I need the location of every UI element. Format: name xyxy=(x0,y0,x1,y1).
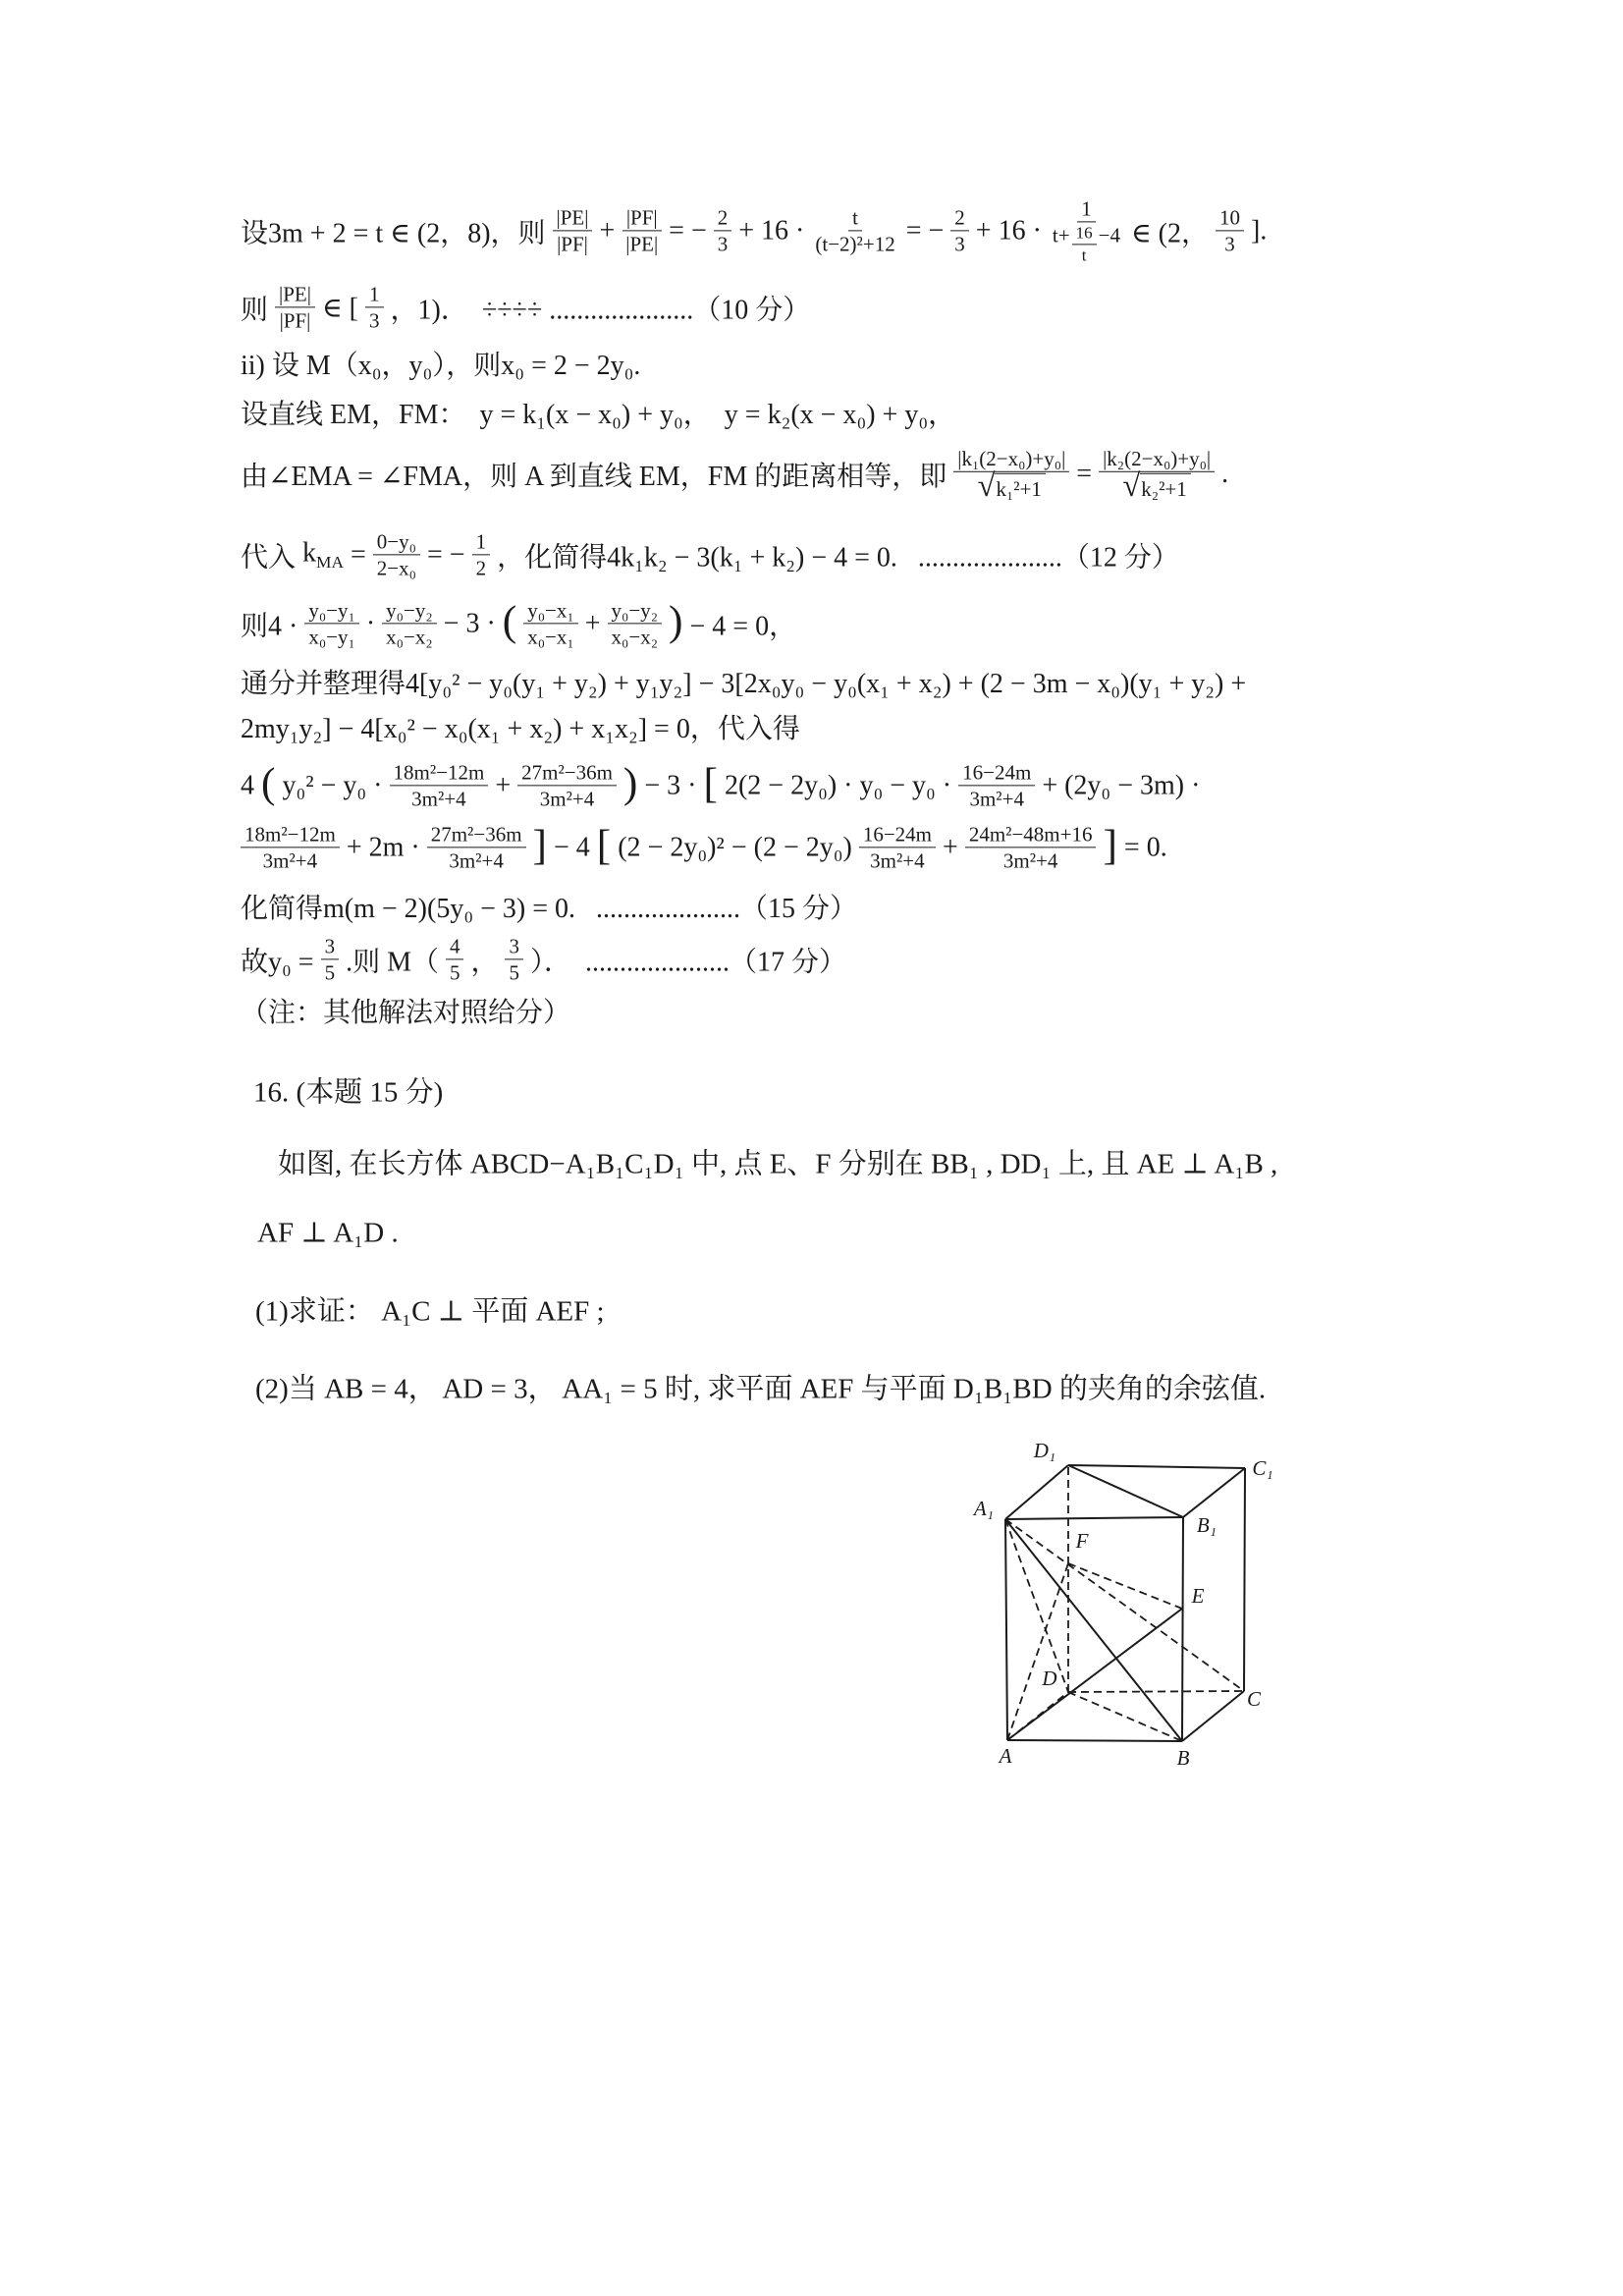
denominator: 3m²+4 xyxy=(539,787,595,811)
diagonal-A1D xyxy=(1005,1519,1068,1692)
radicand: k₁²+1 xyxy=(995,473,1045,501)
math-text: .....................（10 分） xyxy=(549,295,811,325)
problem-16-heading: 16. (本题 15 分) xyxy=(253,1076,444,1109)
segment-FE xyxy=(1068,1563,1182,1609)
denominator: 3m²+4 xyxy=(411,787,466,811)
fraction xyxy=(390,760,489,810)
numerator: |PF| xyxy=(622,205,662,231)
denominator xyxy=(1049,223,1124,265)
vertex-label-D1: D₁ xyxy=(1033,1439,1056,1462)
math-text: ]. xyxy=(1251,214,1268,246)
sqrt-expression xyxy=(1122,467,1190,504)
denominator: 2 xyxy=(475,556,487,580)
vertex-label-E: E xyxy=(1191,1584,1205,1608)
formula-line-12 xyxy=(241,887,857,926)
math-bracket: ] xyxy=(1103,821,1117,869)
vertex-label-C: C xyxy=(1246,1687,1262,1711)
diagonal-DB xyxy=(1068,1692,1182,1741)
formula-line-13 xyxy=(241,934,846,984)
vertex-label-D: D xyxy=(1042,1667,1057,1690)
denominator: 5 xyxy=(324,960,336,985)
math-text: .则 M（ xyxy=(346,947,439,977)
denominator: 3m²+4 xyxy=(870,848,925,873)
denominator xyxy=(974,467,1050,504)
denominator: x₀−y₁ xyxy=(308,625,355,649)
math-text: 2(2 − 2y₀) · y₀ − y₀ · xyxy=(724,770,952,800)
fraction xyxy=(1049,196,1124,264)
math-text: 由∠EMA = ∠FMA，则 A 到直线 EM，FM 的距离相等，即 xyxy=(241,461,947,492)
math-text: −4 xyxy=(1098,223,1120,247)
diagonal-D1B1 xyxy=(1068,1465,1183,1517)
denominator: t xyxy=(1081,246,1087,265)
math-text: ， xyxy=(470,947,499,977)
math-bracket: ] xyxy=(532,821,547,869)
numerator: |PE| xyxy=(275,282,315,307)
fraction xyxy=(965,822,1097,872)
math-bracket: ( xyxy=(261,759,276,807)
fraction xyxy=(1099,447,1215,502)
denominator: (t−2)²+12 xyxy=(815,232,895,256)
numerator: 16−24m xyxy=(859,822,936,847)
math-bracket: [ xyxy=(596,821,612,869)
fraction xyxy=(472,529,491,579)
denominator: 3m²+4 xyxy=(449,848,504,873)
math-text: + xyxy=(584,608,601,638)
fraction xyxy=(953,447,1069,502)
fraction xyxy=(523,598,578,648)
math-text: 通分并整理得4[y₀² − y₀(y₁ + y₂) + y₁y₂] − 3[2x₀y₀ − y₀(x₁ + x₂) + (2 − 3m − x₀)(y₁ + y₂) + xyxy=(241,669,1247,699)
numerator: 0−y₀ xyxy=(373,529,420,555)
math-bracket: ) xyxy=(669,597,683,645)
vertex-label-A: A xyxy=(999,1744,1012,1768)
numerator: 3 xyxy=(321,934,340,959)
vertex-label-A1: A₁ xyxy=(973,1497,995,1520)
formula-line-1 xyxy=(241,196,1267,264)
denominator: |PE| xyxy=(625,232,659,256)
sqrt-expression xyxy=(977,467,1046,504)
numerator: t xyxy=(848,205,862,231)
math-text: . xyxy=(1221,458,1229,489)
vertex-label-B1: B₁ xyxy=(1196,1513,1217,1537)
math-text: − 3 · xyxy=(644,770,697,800)
cuboid-figure xyxy=(933,1414,1355,1817)
denominator: 3 xyxy=(369,308,380,333)
fraction xyxy=(373,529,420,579)
radical-sign-icon: √ xyxy=(977,467,996,504)
fraction xyxy=(608,598,663,648)
math-text: = − xyxy=(669,214,707,246)
math-text: · xyxy=(365,608,376,638)
fraction xyxy=(365,282,384,332)
vertex-label-C1: C₁ xyxy=(1252,1456,1273,1480)
numerator: |PE| xyxy=(553,205,593,231)
math-text: = xyxy=(1076,458,1093,489)
fraction xyxy=(1216,205,1244,255)
numerator: |k₁(2−x₀)+y₀| xyxy=(953,447,1069,472)
fraction xyxy=(304,598,359,648)
numerator: |k₂(2−x₀)+y₀| xyxy=(1099,447,1215,472)
formula-line-4 xyxy=(241,393,955,432)
edge-A1B1 xyxy=(1005,1517,1183,1519)
fraction xyxy=(446,934,464,984)
math-text: = − xyxy=(426,539,465,570)
edge-AA1 xyxy=(1005,1519,1007,1740)
math-bracket: ) xyxy=(622,759,638,807)
numerator: y₀−y₂ xyxy=(608,598,663,624)
diagonal-A1C xyxy=(1005,1519,1244,1691)
numerator: 27m²−36m xyxy=(427,822,526,847)
fraction xyxy=(382,598,437,648)
denominator: 3m²+4 xyxy=(262,848,318,873)
denominator: 3 xyxy=(717,232,729,256)
math-text: 则 xyxy=(241,295,269,325)
math-text: ∈ (2， xyxy=(1130,217,1210,248)
edge-BC xyxy=(1182,1691,1244,1741)
numerator: 16 xyxy=(1072,224,1097,246)
numerator: 3 xyxy=(505,934,523,959)
fraction xyxy=(241,822,340,872)
math-text: ，化简得4k₁k₂ − 3(k₁ + k₂) − 4 = 0. .....................（12 分） xyxy=(497,542,1179,573)
denominator: 3 xyxy=(954,232,965,256)
denominator: x₀−x₂ xyxy=(611,625,659,649)
vertex-label-B: B xyxy=(1176,1746,1190,1770)
edge-AB xyxy=(1007,1740,1182,1741)
numerator: 18m²−12m xyxy=(390,760,489,786)
problem-16-question-1: (1)求证： A₁C ⊥ 平面 AEF ; xyxy=(255,1295,605,1328)
math-text: + xyxy=(599,214,616,246)
math-bracket: ( xyxy=(502,597,517,645)
vertex-label-F: F xyxy=(1075,1529,1089,1553)
edge-A1D1 xyxy=(1005,1465,1068,1519)
numerator: 4 xyxy=(446,934,464,959)
math-text: + 16 · xyxy=(738,214,805,246)
numerator: 18m²−12m xyxy=(241,822,340,847)
denominator: |PF| xyxy=(279,308,311,333)
math-text: ，1)． ÷÷÷÷ xyxy=(390,295,543,325)
formula-line-9 xyxy=(241,707,800,746)
fraction xyxy=(275,282,315,332)
math-text: 设直线 EM，FM： y = k₁(x − x₀) + y₀， y = k₂(x − x₀) + y₀， xyxy=(241,400,956,430)
fraction xyxy=(321,934,340,984)
math-symbol: $k_{MA}$ xyxy=(302,537,344,572)
math-text: − 3 · xyxy=(443,608,496,638)
fraction xyxy=(427,822,526,872)
math-text: 故y₀ = xyxy=(241,947,314,977)
math-text: 代入 xyxy=(241,542,297,573)
math-text: 设3m + 2 = t ∈ (2，8)，则 xyxy=(241,217,546,248)
formula-line-14 xyxy=(241,991,570,1030)
math-text: y₀² − y₀ · xyxy=(282,770,383,800)
numerator: 24m²−48m+16 xyxy=(965,822,1097,847)
edge-DC xyxy=(1068,1691,1244,1692)
math-text: − 4 = 0， xyxy=(689,611,797,641)
fraction xyxy=(553,205,593,255)
formula-line-10 xyxy=(241,760,1200,810)
denominator: x₀−x₁ xyxy=(527,625,574,649)
formula-line-3 xyxy=(241,344,640,383)
math-bracket: [ xyxy=(703,759,718,807)
math-text: (2 − 2y₀)² − (2 − 2y₀) xyxy=(618,832,852,862)
denominator: 3m²+4 xyxy=(969,787,1024,811)
math-text: ∈ [ xyxy=(321,293,358,323)
diagonal-A1B xyxy=(1005,1519,1182,1741)
math-text: + xyxy=(495,770,512,800)
denominator: 5 xyxy=(509,960,519,985)
numerator: 10 xyxy=(1216,205,1244,231)
fraction xyxy=(622,205,662,255)
fraction xyxy=(505,934,523,984)
math-text: = 0. xyxy=(1123,832,1167,862)
math-text: + xyxy=(943,832,958,862)
math-text: （注：其他解法对照给分） xyxy=(241,998,571,1028)
math-text: + (2y₀ − 3m) · xyxy=(1042,770,1201,800)
edge-D1C1 xyxy=(1068,1465,1245,1468)
denominator: |PF| xyxy=(557,232,588,256)
math-text: = − xyxy=(905,214,945,246)
numerator: y₀−y₁ xyxy=(304,598,359,624)
edge-CC1 xyxy=(1244,1468,1245,1691)
fraction xyxy=(811,205,898,255)
formula-line-5 xyxy=(241,447,1228,502)
math-text: − 4 xyxy=(553,832,590,862)
math-subscript: MA xyxy=(316,552,344,572)
problem-16-question-2: (2)当 AB = 4， AD = 3， AA₁ = 5 时, 求平面 AEF 与平面 D₁B₁BD 的夹角的余弦值. xyxy=(255,1373,1267,1405)
fraction xyxy=(950,205,969,255)
math-text: = xyxy=(351,539,366,570)
math-text: ）． .....................（17 分） xyxy=(529,947,846,977)
fraction xyxy=(958,760,1035,810)
numerator: 27m²−36m xyxy=(517,760,617,786)
numerator: 2 xyxy=(950,205,969,231)
math-text: 化简得m(m − 2)(5y₀ − 3) = 0. .....................（15 分） xyxy=(241,894,857,924)
numerator: 1 xyxy=(472,529,491,555)
fraction xyxy=(517,760,617,810)
numerator: 2 xyxy=(714,205,732,231)
math-text: 则4 · xyxy=(241,611,298,641)
formula-line-6 xyxy=(241,529,1179,579)
radical-sign-icon: √ xyxy=(1122,467,1141,504)
formula-line-8 xyxy=(241,662,1246,701)
math-text: + 2m · xyxy=(346,832,420,862)
denominator: 3m²+4 xyxy=(1002,848,1058,873)
denominator: x₀−x₂ xyxy=(386,625,433,649)
numerator: y₀−x₁ xyxy=(523,598,578,624)
denominator xyxy=(1118,467,1194,504)
math-text: ii) 设 M（x₀，y₀），则x₀ = 2 − 2y₀. xyxy=(241,351,641,381)
math-text: 2my₁y₂] − 4[x₀² − x₀(x₁ + x₂) + x₁x₂] = 0，代入得 xyxy=(241,714,800,744)
formula-line-7 xyxy=(241,598,796,648)
problem-16-statement-line-2: AF ⊥ A₁D . xyxy=(257,1217,399,1249)
fraction xyxy=(1072,224,1097,265)
fraction xyxy=(714,205,732,255)
problem-16-statement-line-1: 如图, 在长方体 ABCD−A₁B₁C₁D₁ 中, 点 E、F 分别在 BB₁ , DD₁ 上, 且 AE ⊥ A₁B , xyxy=(278,1148,1278,1180)
math-text: 4 xyxy=(241,770,254,800)
math-text: + 16 · xyxy=(975,214,1042,246)
numerator: 16−24m xyxy=(958,760,1035,786)
denominator: 3 xyxy=(1224,232,1235,256)
fraction xyxy=(859,822,936,872)
denominator: 2−x₀ xyxy=(376,556,416,580)
numerator: 1 xyxy=(365,282,384,307)
denominator: 5 xyxy=(449,960,460,985)
segment-AF xyxy=(1007,1563,1068,1740)
edge-BB1 xyxy=(1182,1517,1183,1741)
formula-line-2 xyxy=(241,282,810,332)
math-text: t+ xyxy=(1052,223,1070,247)
formula-line-11 xyxy=(241,822,1167,872)
radicand: k₂²+1 xyxy=(1140,473,1190,501)
numerator: 1 xyxy=(1077,196,1096,222)
edge-B1C1 xyxy=(1183,1468,1245,1517)
numerator: y₀−y₂ xyxy=(382,598,437,624)
